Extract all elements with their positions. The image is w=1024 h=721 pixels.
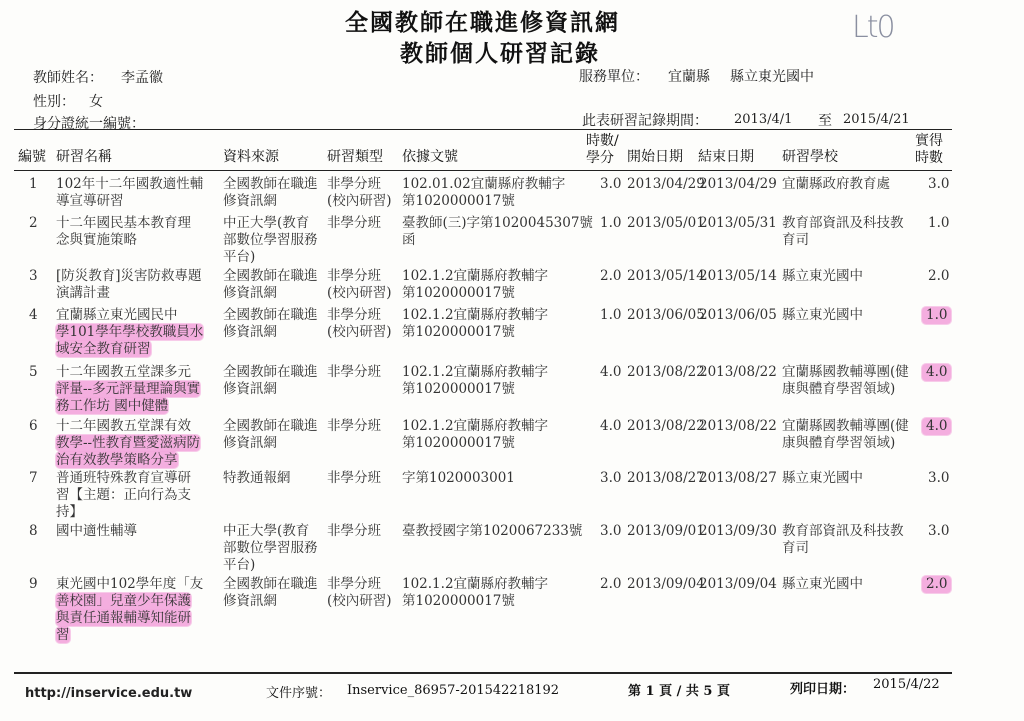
document-number-line: 第1020000017號 (402, 193, 515, 209)
course-type (327, 523, 381, 540)
course-name-line: [防災教育]災害防救專題 (56, 268, 202, 284)
start-date: 2013/04/29 (627, 176, 705, 192)
end-date: 2013/06/05 (699, 307, 777, 323)
data-source-line: 全國教師在職進 (223, 576, 318, 592)
header-end: 結束日期 (698, 149, 754, 165)
course-name (56, 268, 202, 302)
start-date: 2013/08/27 (627, 470, 705, 486)
header-start: 開始日期 (627, 149, 683, 165)
course-type (327, 364, 381, 381)
document-number-line: 第1020000017號 (402, 285, 515, 301)
hours-value: 4.0 (600, 364, 622, 380)
host-school-line: 縣立東光國中 (782, 470, 863, 486)
document-number (402, 176, 565, 210)
document-title: 全國教師在職進修資訊網 (345, 9, 620, 36)
serial-number: Inservice_86957-201542218192 (347, 683, 560, 698)
data-source-line: 部數位學習服務 (223, 540, 318, 556)
course-name-line: 東光國中102學年度「友 (56, 576, 204, 592)
credit-hours: 4.0 (922, 418, 951, 435)
course-type (327, 576, 392, 610)
period-end: 2015/4/21 (843, 112, 910, 127)
header-source: 資料來源 (223, 149, 279, 165)
host-school-line: 縣立東光國中 (782, 268, 863, 284)
host-school (782, 523, 904, 557)
course-name (56, 576, 203, 644)
print-date-label: 列印日期： (790, 682, 856, 697)
document-number (402, 418, 548, 452)
data-source-line: 特教通報網 (223, 470, 291, 486)
row-number: 6 (29, 418, 38, 434)
course-type-line: (校內研習) (327, 593, 392, 609)
highlight-mark: 學101學年學校教職員水 (56, 324, 204, 340)
header-no: 編號 (18, 149, 46, 165)
serial-label: 文件序號： (266, 686, 332, 701)
start-date: 2013/09/01 (627, 523, 705, 539)
data-source-line: 修資訊網 (223, 593, 277, 609)
credit-hours: 3.0 (928, 470, 950, 486)
gender-value: 女 (89, 94, 103, 110)
course-name-line: 宜蘭縣立東光國民中 (56, 307, 178, 323)
course-name (56, 418, 200, 469)
start-date: 2013/08/22 (627, 418, 705, 434)
course-type-line: 非學分班 (327, 307, 381, 323)
period-start: 2013/4/1 (734, 112, 793, 127)
end-date: 2013/08/22 (699, 364, 777, 380)
start-date: 2013/09/04 (627, 576, 705, 592)
course-name-line (56, 593, 203, 610)
header-hours-line1: 時數/ (586, 133, 619, 149)
data-source (223, 470, 291, 487)
course-name-line: 102年十二年國教適性輔 (56, 176, 204, 192)
course-name-line (56, 324, 203, 341)
course-type-line: 非學分班 (327, 364, 381, 380)
highlight-mark: 務工作坊 國中健體 (56, 398, 169, 414)
data-source-line: 全國教師在職進 (223, 418, 318, 434)
course-name (56, 470, 191, 521)
row-number: 8 (29, 523, 38, 539)
course-type (327, 176, 392, 210)
data-source (223, 418, 318, 452)
header-name: 研習名稱 (56, 149, 112, 165)
host-school (782, 576, 863, 593)
data-source (223, 268, 318, 302)
host-school-line: 宜蘭縣政府教育處 (782, 176, 890, 192)
data-source (223, 364, 318, 398)
data-source-line: 修資訊網 (223, 435, 277, 451)
document-number (402, 523, 582, 540)
data-source (223, 176, 318, 210)
hours-value: 4.0 (600, 418, 622, 434)
course-type-line: (校內研習) (327, 193, 392, 209)
data-source-line: 修資訊網 (223, 285, 277, 301)
start-date: 2013/05/01 (627, 215, 705, 231)
page-indicator: 第 1 頁 / 共 5 頁 (628, 684, 730, 699)
credit-hours: 2.0 (928, 268, 950, 284)
document-number (402, 470, 515, 487)
hours-value: 3.0 (600, 176, 622, 192)
document-number-line: 102.01.02宜蘭縣府教輔字 (402, 176, 566, 192)
end-date: 2013/08/22 (699, 418, 777, 434)
data-source-line: 平台) (223, 249, 256, 265)
course-name (56, 523, 137, 540)
course-name-line (56, 627, 203, 644)
data-source-line: 修資訊網 (223, 381, 277, 397)
header-hours-line2: 學分 (586, 150, 614, 166)
document-number-line: 臺教師(三)字第1020045307號 (402, 215, 593, 231)
course-type-line: 非學分班 (327, 576, 381, 592)
document-number (402, 268, 548, 302)
data-source-line: 全國教師在職進 (223, 307, 318, 323)
hours-value: 1.0 (600, 307, 622, 323)
data-source-line: 平台) (223, 557, 256, 573)
course-type (327, 268, 392, 302)
document-number-line: 102.1.2宜蘭縣府教輔字 (402, 576, 549, 592)
teacher-name-label: 教師姓名： (33, 70, 103, 86)
data-source (223, 307, 318, 341)
highlight-mark: 治有效教學策略分享 (56, 452, 178, 468)
host-school (782, 364, 909, 398)
site-url[interactable]: http://inservice.edu.tw (25, 686, 193, 701)
course-type (327, 215, 381, 232)
start-date: 2013/06/05 (627, 307, 705, 323)
course-name-line: 演講計畫 (56, 285, 110, 301)
host-school-line: 教育部資訊及科技教 (782, 523, 904, 539)
document-number-line: 函 (402, 232, 416, 248)
data-source (223, 523, 318, 574)
header-doc: 依據文號 (402, 149, 458, 165)
data-source-line: 全國教師在職進 (223, 268, 318, 284)
row-number: 3 (29, 268, 38, 284)
document-number (402, 364, 548, 398)
course-type-line: (校內研習) (327, 285, 392, 301)
host-school-line: 育司 (782, 540, 809, 556)
hours-value: 3.0 (600, 470, 622, 486)
course-type (327, 418, 381, 435)
course-type-line: 非學分班 (327, 470, 381, 486)
data-source-line: 修資訊網 (223, 193, 277, 209)
document-number (402, 307, 548, 341)
data-source (223, 215, 318, 266)
course-name-line: 十二年國教五堂課多元 (56, 364, 191, 380)
highlight-mark: 評量--多元評量理論與實 (56, 381, 201, 397)
course-name-line (56, 341, 203, 358)
host-school-line: 教育部資訊及科技教 (782, 215, 904, 231)
course-name-line: 國中適性輔導 (56, 523, 137, 539)
highlight-mark: 域安全教育研習 (56, 341, 151, 357)
host-school-line: 縣立東光國中 (782, 576, 863, 592)
row-number: 1 (29, 176, 38, 192)
hours-value: 2.0 (600, 576, 622, 592)
end-date: 2013/09/30 (699, 523, 777, 539)
credit-hours: 4.0 (922, 364, 951, 381)
header-credit-line1: 實得 (915, 133, 943, 149)
end-date: 2013/05/31 (699, 215, 777, 231)
document-number-line: 臺教授國字第1020067233號 (402, 523, 583, 539)
course-name-line: 十二年國民基本教育理 (56, 215, 191, 231)
course-name-line (56, 610, 203, 627)
hours-value: 2.0 (600, 268, 622, 284)
host-school (782, 215, 904, 249)
credit-hours: 3.0 (928, 523, 950, 539)
highlight-mark: 習 (56, 627, 70, 643)
hours-value: 3.0 (600, 523, 622, 539)
course-name-line (56, 398, 200, 415)
course-name (56, 215, 191, 249)
row-number: 7 (29, 470, 38, 486)
document-number-line: 第1020000017號 (402, 435, 515, 451)
teacher-name: 李孟徽 (121, 70, 163, 86)
document-number (402, 215, 593, 249)
end-date: 2013/08/27 (699, 470, 777, 486)
data-source-line: 全國教師在職進 (223, 364, 318, 380)
document-number (402, 576, 548, 610)
header-school: 研習學校 (782, 149, 838, 165)
host-school (782, 418, 909, 452)
host-school (782, 470, 863, 487)
course-name-line: 習【主題：正向行為支 (56, 487, 191, 503)
host-school-line: 縣立東光國中 (782, 307, 863, 323)
data-source-line: 中正大學(教育 (223, 215, 310, 231)
row-number: 5 (29, 364, 38, 380)
credit-hours: 1.0 (928, 215, 950, 231)
host-school (782, 307, 863, 324)
host-school-line: 宜蘭縣國教輔導團(健 (782, 418, 909, 434)
id-label: 身分證統一編號： (33, 116, 145, 132)
header-type: 研習類型 (327, 149, 383, 165)
footer-rule (14, 672, 952, 674)
data-source-line: 全國教師在職進 (223, 176, 318, 192)
course-type (327, 470, 381, 487)
row-number: 2 (29, 215, 38, 231)
period-to: 至 (818, 113, 832, 129)
host-school (782, 176, 890, 193)
host-school-line: 康與體育學習領域) (782, 435, 896, 451)
highlight-mark: 善校園」兒童少年保護 (56, 593, 191, 609)
course-type-line: 非學分班 (327, 268, 381, 284)
document-number-line: 102.1.2宜蘭縣府教輔字 (402, 268, 549, 284)
end-date: 2013/04/29 (699, 176, 777, 192)
period-label: 此表研習記錄期間： (582, 113, 708, 129)
print-date: 2015/4/22 (873, 677, 940, 692)
document-number-line: 第1020000017號 (402, 593, 515, 609)
document-number-line: 字第1020003001 (402, 470, 515, 486)
handwritten-mark: Lt0 (852, 10, 894, 45)
course-type (327, 307, 392, 341)
course-type-line: 非學分班 (327, 418, 381, 434)
course-name-line (56, 452, 200, 469)
host-school-line: 宜蘭縣國教輔導團(健 (782, 364, 909, 380)
document-number-line: 102.1.2宜蘭縣府教輔字 (402, 418, 549, 434)
row-number: 9 (29, 576, 38, 592)
course-name (56, 364, 200, 415)
course-name (56, 307, 203, 358)
course-name (56, 176, 203, 210)
data-source-line: 部數位學習服務 (223, 232, 318, 248)
credit-hours: 2.0 (922, 576, 951, 593)
unit-county: 宜蘭縣 (668, 69, 710, 85)
course-type-line: 非學分班 (327, 215, 381, 231)
header-bottom-rule (14, 170, 952, 171)
unit-label: 服務單位： (579, 69, 649, 85)
data-source (223, 576, 318, 610)
host-school-line: 育司 (782, 232, 809, 248)
course-type-line: 非學分班 (327, 523, 381, 539)
hours-value: 1.0 (600, 215, 622, 231)
document-subtitle: 教師個人研習記錄 (400, 40, 600, 67)
gender-label: 性別： (33, 94, 75, 110)
credit-hours: 3.0 (928, 176, 950, 192)
course-type-line: 非學分班 (327, 176, 381, 192)
document-number-line: 第1020000017號 (402, 381, 515, 397)
end-date: 2013/05/14 (699, 268, 777, 284)
data-source-line: 中正大學(教育 (223, 523, 310, 539)
data-source-line: 修資訊網 (223, 324, 277, 340)
course-name-line: 普通班特殊教育宣導研 (56, 470, 191, 486)
header-hours (586, 133, 619, 167)
start-date: 2013/08/22 (627, 364, 705, 380)
course-type-line: (校內研習) (327, 324, 392, 340)
document-number-line: 102.1.2宜蘭縣府教輔字 (402, 307, 549, 323)
course-name-line: 持】 (56, 504, 83, 520)
row-number: 4 (29, 307, 38, 323)
host-school-line: 康與體育學習領域) (782, 381, 896, 397)
document-number-line: 102.1.2宜蘭縣府教輔字 (402, 364, 549, 380)
course-name-line: 念與實施策略 (56, 232, 137, 248)
course-name-line: 十二年國教五堂課有效 (56, 418, 191, 434)
course-name-line (56, 381, 200, 398)
header-credit-line2: 時數 (915, 150, 943, 166)
course-name-line: 導宣導研習 (56, 193, 124, 209)
end-date: 2013/09/04 (699, 576, 777, 592)
course-name-line (56, 435, 200, 452)
highlight-mark: 教學--性教育暨愛滋病防 (56, 435, 201, 451)
start-date: 2013/05/14 (627, 268, 705, 284)
unit-school: 縣立東光國中 (730, 69, 814, 85)
header-top-rule (14, 129, 952, 130)
document-number-line: 第1020000017號 (402, 324, 515, 340)
credit-hours: 1.0 (922, 307, 951, 324)
header-credit (915, 133, 943, 167)
highlight-mark: 與責任通報輔導知能研 (56, 610, 191, 626)
host-school (782, 268, 863, 285)
